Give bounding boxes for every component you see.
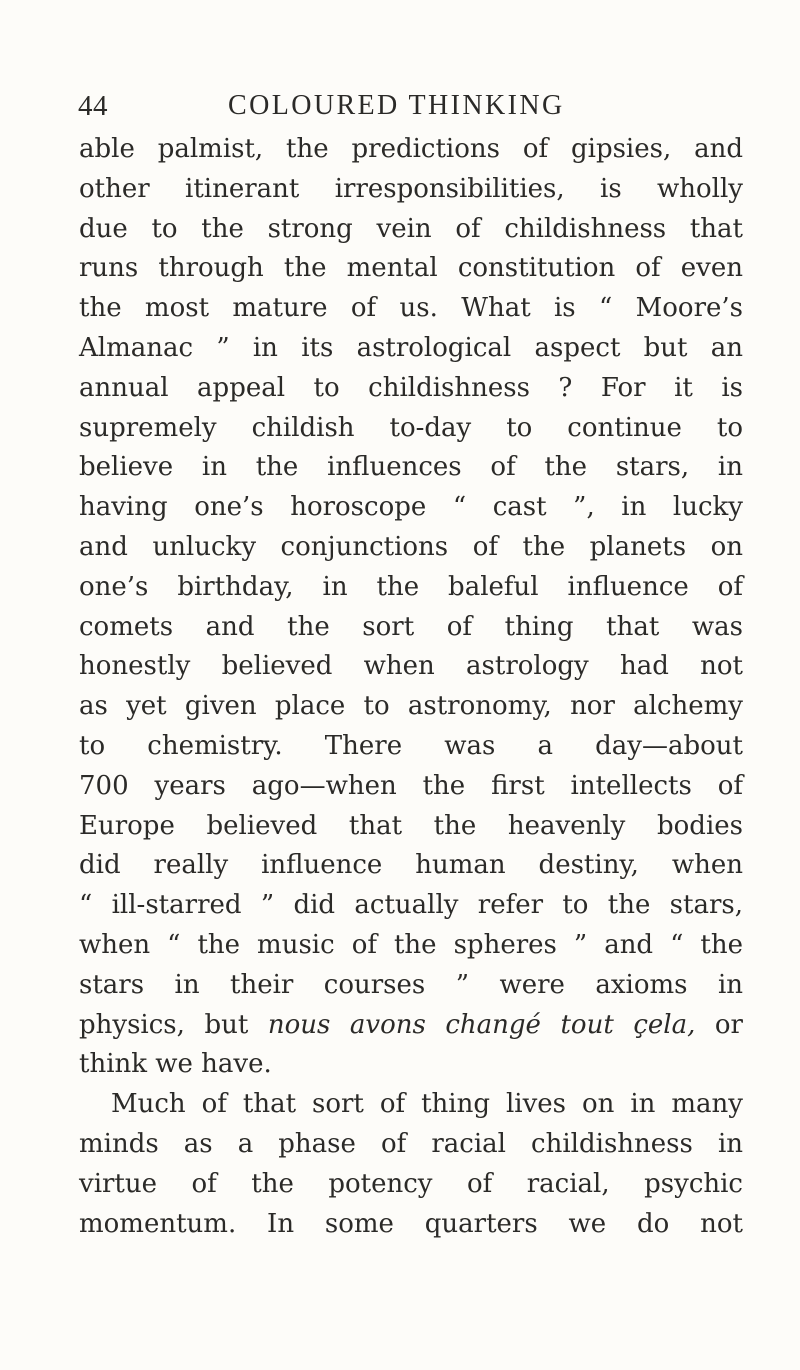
running-head — [78, 86, 742, 126]
line-text-before-italic: physics, but — [79, 1009, 268, 1040]
text-line: due to the strong vein of childishness that — [79, 213, 743, 244]
text-line: as yet given place to astronomy, nor alchemy — [79, 691, 743, 722]
text-line: stars in their courses ” were axioms in — [79, 969, 743, 1000]
text-line: having one’s horoscope “ cast ”, in lucky — [79, 492, 743, 523]
text-line: runs through the mental constitution of even — [79, 253, 743, 284]
text-line: 700 years ago—when the first intellects of — [79, 770, 743, 801]
text-line: momentum. In some quarters we do not — [79, 1208, 743, 1239]
text-line: annual appeal to childishness ? For it is — [79, 372, 743, 403]
text-line: comets and the sort of thing that was — [79, 611, 743, 642]
text-line: other itinerant irresponsibilities, is wholly — [79, 173, 743, 204]
running-title: COLOURED THINKING — [228, 90, 565, 121]
body-text — [79, 130, 743, 1244]
italic-french-phrase: nous avons changé tout çela, — [267, 1009, 696, 1040]
page-number: 44 — [78, 90, 108, 122]
line-text-after-italic: or — [695, 1009, 743, 1040]
text-line: Europe believed that the heavenly bodies — [79, 810, 743, 841]
text-line: honestly believed when astrology had not — [79, 651, 743, 682]
text-line: one’s birthday, in the baleful influence of — [79, 571, 743, 602]
text-line: when “ the music of the spheres ” and “ the — [79, 929, 743, 960]
text-line: “ ill-starred ” did actually refer to the stars, — [79, 890, 743, 921]
paragraph-1 — [79, 130, 743, 1085]
text-line: did really influence human destiny, when — [79, 850, 743, 881]
text-line: and unlucky conjunctions of the planets on — [79, 531, 743, 562]
text-line: able palmist, the predictions of gipsies, and — [79, 134, 743, 164]
text-line: the most mature of us. What is “ Moore’s — [79, 293, 743, 324]
text-line-with-italic — [79, 1006, 743, 1046]
text-line: Almanac ” in its astrological aspect but an — [79, 332, 743, 363]
text-line: supremely childish to-day to continue to — [79, 412, 743, 443]
text-line: virtue of the potency of racial, psychic — [79, 1168, 743, 1199]
paragraph-end-line: think we have. — [79, 1049, 272, 1080]
text-line: minds as a phase of racial childishness in — [79, 1128, 743, 1159]
paragraph-2 — [79, 1085, 743, 1244]
text-line: Much of that sort of thing lives on in many — [111, 1089, 743, 1120]
text-line: believe in the influences of the stars, in — [79, 452, 743, 483]
text-line: to chemistry. There was a day—about — [79, 730, 743, 761]
